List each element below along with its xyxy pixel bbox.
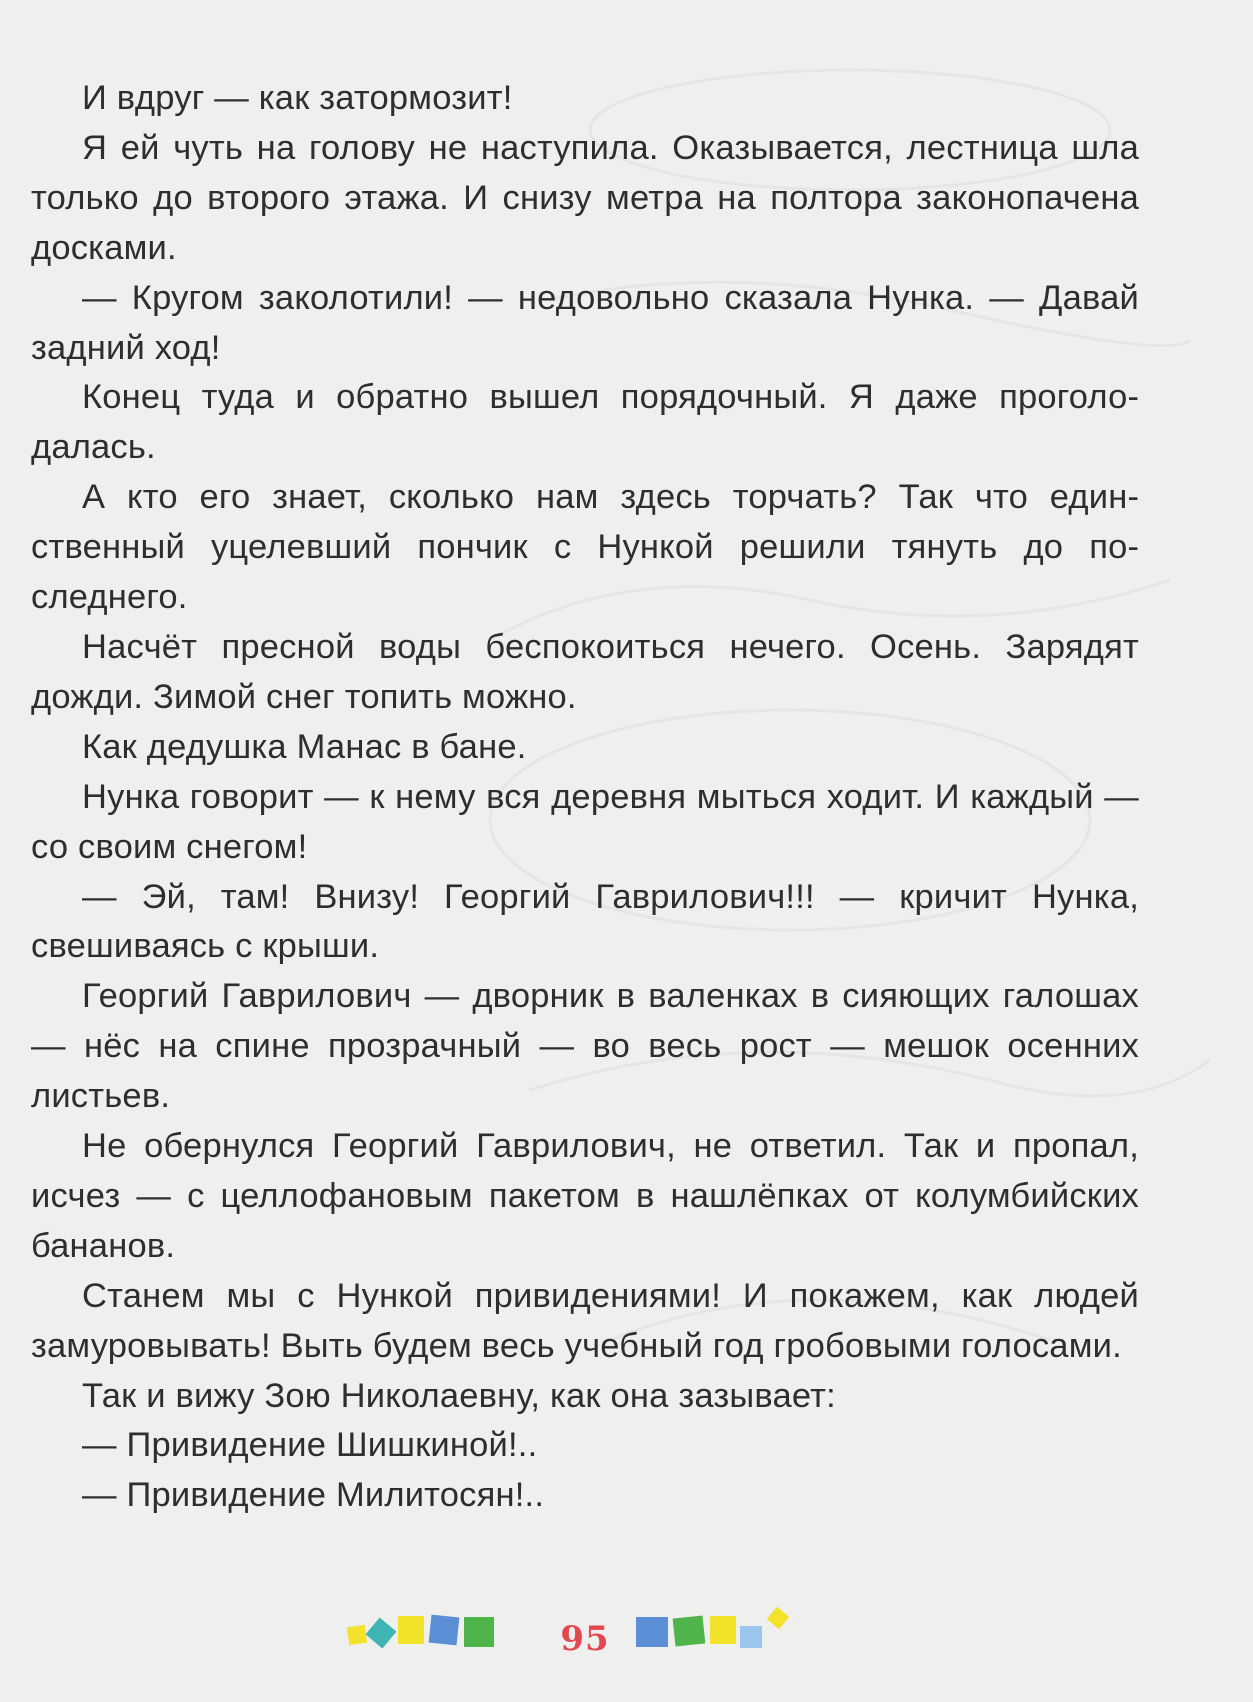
- colored-squares-right-icon: [630, 1602, 830, 1662]
- paragraph: — Привидение Шишкиной!..: [82, 1426, 538, 1465]
- paragraph: — Привидение Милитосян!..: [82, 1476, 545, 1515]
- page-number: 95: [560, 1619, 610, 1659]
- paragraph: Конец туда и обратно вышел порядочный. Я даже проголодалась.: [31, 378, 1139, 467]
- paragraph: Нунка говорит — к нему вся деревня мыться ходит. И каждый — со своим снегом!: [31, 777, 1139, 866]
- paragraph: — Эй, там! Внизу! Георгий Гаврилович!!! — кричит Нунка, свешиваясь с крыши.: [31, 877, 1139, 966]
- paragraph: Насчёт пресной воды беспокоиться нечего. Осень. Зарядят дожди. Зимой снег топить можно.: [31, 627, 1139, 716]
- page-footer: [0, 1602, 1253, 1662]
- paragraph: Так и вижу Зою Николаевну, как она зазывает:: [82, 1376, 836, 1415]
- paragraph: Георгий Гаврилович — дворник в валенках в сияющих галошах — нёс на спине прозрачный — во весь рост — мешок осенних листьев.: [31, 977, 1139, 1116]
- paragraph: Не обернулся Георгий Гаврилович, не ответил. Так и пропал, исчез — с целлофановым пакетом в нашлёпках от колумбийских бананов.: [31, 1127, 1139, 1265]
- paragraph: Я ей чуть на голову не наступила. Оказывается, лестница шла только до второго этажа. И снизу метра на полтора законопачена досками.: [31, 128, 1139, 267]
- paragraph: А кто его знает, сколько нам здесь торчать? Так что единственный уцелевший пончик с Нункой решили тянуть до последнего.: [31, 478, 1139, 617]
- paragraph: Станем мы с Нункой привидениями! И покажем, как людей замуровывать! Выть будем весь учебный год гробовыми голосами.: [31, 1276, 1139, 1365]
- colored-squares-left-icon: [340, 1602, 540, 1662]
- story-text: [31, 74, 1139, 1521]
- paragraph: Как дедушка Манас в бане.: [82, 727, 527, 766]
- paragraph: — Кругом заколотили! — недовольно сказала Нунка. — Давай задний ход!: [31, 278, 1139, 367]
- paragraph: И вдруг — как затормозит!: [82, 79, 513, 117]
